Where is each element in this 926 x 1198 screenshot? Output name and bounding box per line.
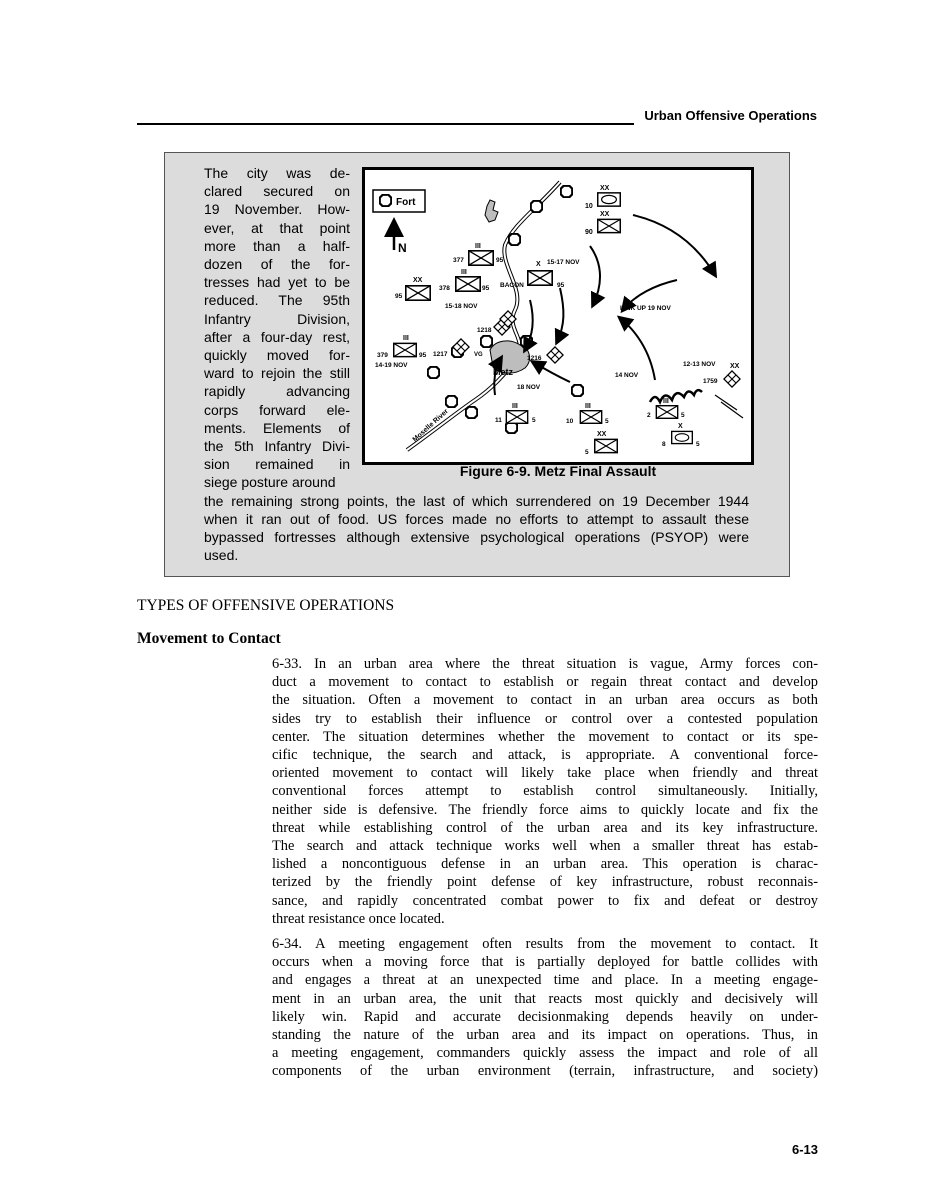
vignette-line: sion remained in xyxy=(204,456,350,473)
infantry-unit-icon xyxy=(595,439,618,452)
text-line: likely win. Rapid and accurate decisionmaking depends heavily on under- xyxy=(272,1008,818,1025)
subsection-heading: Movement to Contact xyxy=(137,630,281,647)
date-label: 12-13 NOV xyxy=(683,361,716,368)
armor-unit-icon xyxy=(598,193,621,206)
text-line: standing the nature of the urban area and its impact on operations. Thus, in xyxy=(272,1027,818,1044)
unit-label: VG xyxy=(474,352,483,358)
unit-label: 10 xyxy=(566,418,574,425)
unit-label: 95 xyxy=(557,282,565,289)
unit-label: 2 xyxy=(647,412,651,419)
text-line: center. The situation determines whether the movement to contact or its spe- xyxy=(272,728,818,745)
vignette-line: dozen of the for- xyxy=(204,256,350,273)
city-label: Metz xyxy=(493,367,513,377)
metz-assault-map xyxy=(362,167,754,465)
vignette-line: The city was de- xyxy=(204,165,350,181)
vignette-line: quickly moved for- xyxy=(204,347,350,364)
unit-label: 5 xyxy=(696,441,700,448)
echelon-label: XX xyxy=(597,431,607,438)
text-line: The search and attack technique works well when a smaller threat has estab- xyxy=(272,838,818,855)
header-rule xyxy=(137,123,634,125)
page-number: 6-13 xyxy=(791,1142,818,1157)
text-line: a meeting engagement, commanders quickly assess the impact and role of all xyxy=(272,1045,818,1062)
text-line: neither side is defensive. The friendly force aims to quickly locate and fix the xyxy=(272,801,818,818)
vignette-line: siege posture around xyxy=(204,474,336,491)
vignette-line: ever, at that point xyxy=(204,219,350,236)
north-label: N xyxy=(398,241,407,255)
unit-label: 5 xyxy=(532,417,536,424)
vignette-line: tresses had yet to be xyxy=(204,274,350,291)
fort-icon xyxy=(466,407,478,419)
vignette-line: the remaining strong points, the last of which surrendered on 19 December 1944 xyxy=(204,492,749,509)
fort-icon xyxy=(509,234,521,246)
echelon-label: X xyxy=(536,261,541,268)
infantry-unit-icon xyxy=(406,286,430,300)
text-line: conventional forces attempt to establish control simultaneously. Initially, xyxy=(272,783,818,800)
unit-label: 95 xyxy=(496,257,504,264)
map-drawing xyxy=(365,170,751,462)
vignette-line: reduced. The 95th xyxy=(204,292,350,309)
infantry-unit-icon xyxy=(656,406,677,419)
fort-icon xyxy=(446,396,458,408)
date-label: 14-19 NOV xyxy=(375,362,408,369)
bacon-label: BACON xyxy=(500,282,524,289)
text-line: terized by the friendly point defense of key infrastructure, robust reconnais- xyxy=(272,874,818,891)
unit-label: 5 xyxy=(681,412,685,419)
movement-arrow xyxy=(633,215,715,275)
unit-label: 377 xyxy=(453,257,464,264)
text-line: threat resistance once located. xyxy=(272,910,445,927)
echelon-label: XX xyxy=(600,211,610,218)
unit-label: 5 xyxy=(585,449,589,456)
front-line xyxy=(650,390,702,402)
echelon-label: X xyxy=(678,423,683,430)
text-line: 6-33. In an urban area where the threat situation is vague, Army forces con- xyxy=(272,656,818,672)
vignette-line: corps forward ele- xyxy=(204,401,350,418)
text-line: components of the urban environment (terrain, infrastructure, and society) xyxy=(272,1063,818,1080)
vignette-line: rapidly advancing xyxy=(204,383,350,400)
vignette-line: ments. Elements of xyxy=(204,419,350,436)
unit-label: 1218 xyxy=(477,327,492,334)
echelon-label: XX xyxy=(600,185,610,192)
fort-icon xyxy=(572,385,584,397)
task-force-icon xyxy=(547,347,563,363)
infantry-unit-icon xyxy=(598,219,621,232)
movement-arrow xyxy=(533,362,570,382)
date-label: 18 NOV xyxy=(517,384,541,391)
linkup-label: LINK UP 19 NOV xyxy=(620,305,671,312)
date-label: 15-17 NOV xyxy=(547,259,580,266)
river-label: Moselle River xyxy=(411,408,450,444)
fort-icon xyxy=(531,201,543,213)
echelon-label: III xyxy=(512,403,518,410)
unit-label: 1217 xyxy=(433,351,448,358)
armor-unit-icon xyxy=(672,431,693,443)
echelon-label: XX xyxy=(413,277,423,284)
date-label: 14 NOV xyxy=(615,372,639,379)
unit-label: 95 xyxy=(419,352,427,359)
vignette-line: 19 November. How- xyxy=(204,201,350,218)
text-line: sides try to establish their influence or control over a contested population xyxy=(272,710,818,727)
text-line: ment in an urban area, the unit that reacts most quickly and decisively will xyxy=(272,990,818,1007)
echelon-label: III xyxy=(663,398,669,405)
vignette-line: more than a half- xyxy=(204,237,350,254)
unit-label: 95 xyxy=(395,293,403,300)
vignette-line: ward to rejoin the still xyxy=(204,365,350,382)
echelon-label: III xyxy=(475,243,481,250)
movement-arrow xyxy=(620,318,655,380)
text-line: lished a noncontiguous defense in an urban area. This operation is charac- xyxy=(272,856,818,873)
unit-label: 90 xyxy=(585,229,593,236)
movement-arrow xyxy=(590,246,600,305)
text-line: the situation. Often a movement to contact in an urban area occurs as both xyxy=(272,692,818,709)
fort-icon xyxy=(428,367,440,379)
unit-label: 379 xyxy=(377,352,388,359)
infantry-unit-icon xyxy=(456,277,480,291)
hatch-marks xyxy=(715,395,743,418)
unit-label: 378 xyxy=(439,285,450,292)
moselle-river xyxy=(407,182,560,450)
unit-label: 10 xyxy=(585,203,593,210)
echelon-label: III xyxy=(585,403,591,410)
text-line: and engages a threat at an unexpected time and place. In a meeting engage- xyxy=(272,972,818,989)
vignette-line: bypassed fortresses although extensive psychological operations (PSYOP) were xyxy=(204,529,749,546)
running-header-title: Urban Offensive Operations xyxy=(644,108,817,123)
unit-label: 1759 xyxy=(703,378,718,385)
unit-label: 5 xyxy=(605,418,609,425)
text-line: sance, and rapidly concentrated combat power to fix and defeat or destroy xyxy=(272,892,818,909)
infantry-unit-icon xyxy=(506,411,527,424)
unit-label: 8 xyxy=(662,441,666,448)
unit-label: 95 xyxy=(482,285,490,292)
vignette-line: after a four-day rest, xyxy=(204,328,350,345)
unit-label: 1216 xyxy=(527,355,542,362)
text-line: cific technique, the search and attack, is appropriate. A conventional force- xyxy=(272,747,818,764)
vignette-line: Infantry Division, xyxy=(204,310,350,327)
echelon-label: III xyxy=(461,269,467,276)
fort-icon xyxy=(481,336,493,348)
echelon-label: III xyxy=(403,335,409,342)
vignette-line: used. xyxy=(204,547,239,564)
paragraph-6-33 xyxy=(272,655,818,928)
date-label: 15-18 NOV xyxy=(445,303,478,310)
fort-icon xyxy=(380,195,392,207)
text-line: threat while establishing control of the urban area and its key infrastructure. xyxy=(272,819,818,836)
text-line: duct a movement to contact to establish or regain threat contact and develop xyxy=(272,674,818,691)
vignette-line: clared secured on xyxy=(204,183,350,200)
infantry-unit-icon xyxy=(394,343,417,356)
infantry-unit-icon xyxy=(580,411,601,424)
paragraph-6-34 xyxy=(272,935,818,1081)
text-line: 6-34. A meeting engagement often results from the movement to contact. It xyxy=(272,936,818,952)
infantry-unit-icon xyxy=(469,251,493,265)
fort-icon xyxy=(561,186,573,198)
text-line: oriented movement to contact will likely take place when friendly and threat xyxy=(272,765,818,782)
infantry-unit-icon xyxy=(528,271,552,285)
task-force-icon xyxy=(724,371,740,387)
vignette-line: the 5th Infantry Divi- xyxy=(204,438,350,455)
movement-arrow xyxy=(557,288,563,342)
vignette-line: when it ran out of food. US forces made no efforts to attempt to assault these xyxy=(204,510,749,527)
unit-label: 11 xyxy=(495,417,502,424)
figure-caption: Figure 6-9. Metz Final Assault xyxy=(459,463,657,479)
legend-fort-label: Fort xyxy=(396,197,416,208)
section-heading: TYPES OF OFFENSIVE OPERATIONS xyxy=(137,597,395,614)
text-line: occurs when a moving force that is partially deployed for battle collides with xyxy=(272,954,818,971)
echelon-label: XX xyxy=(730,363,740,370)
